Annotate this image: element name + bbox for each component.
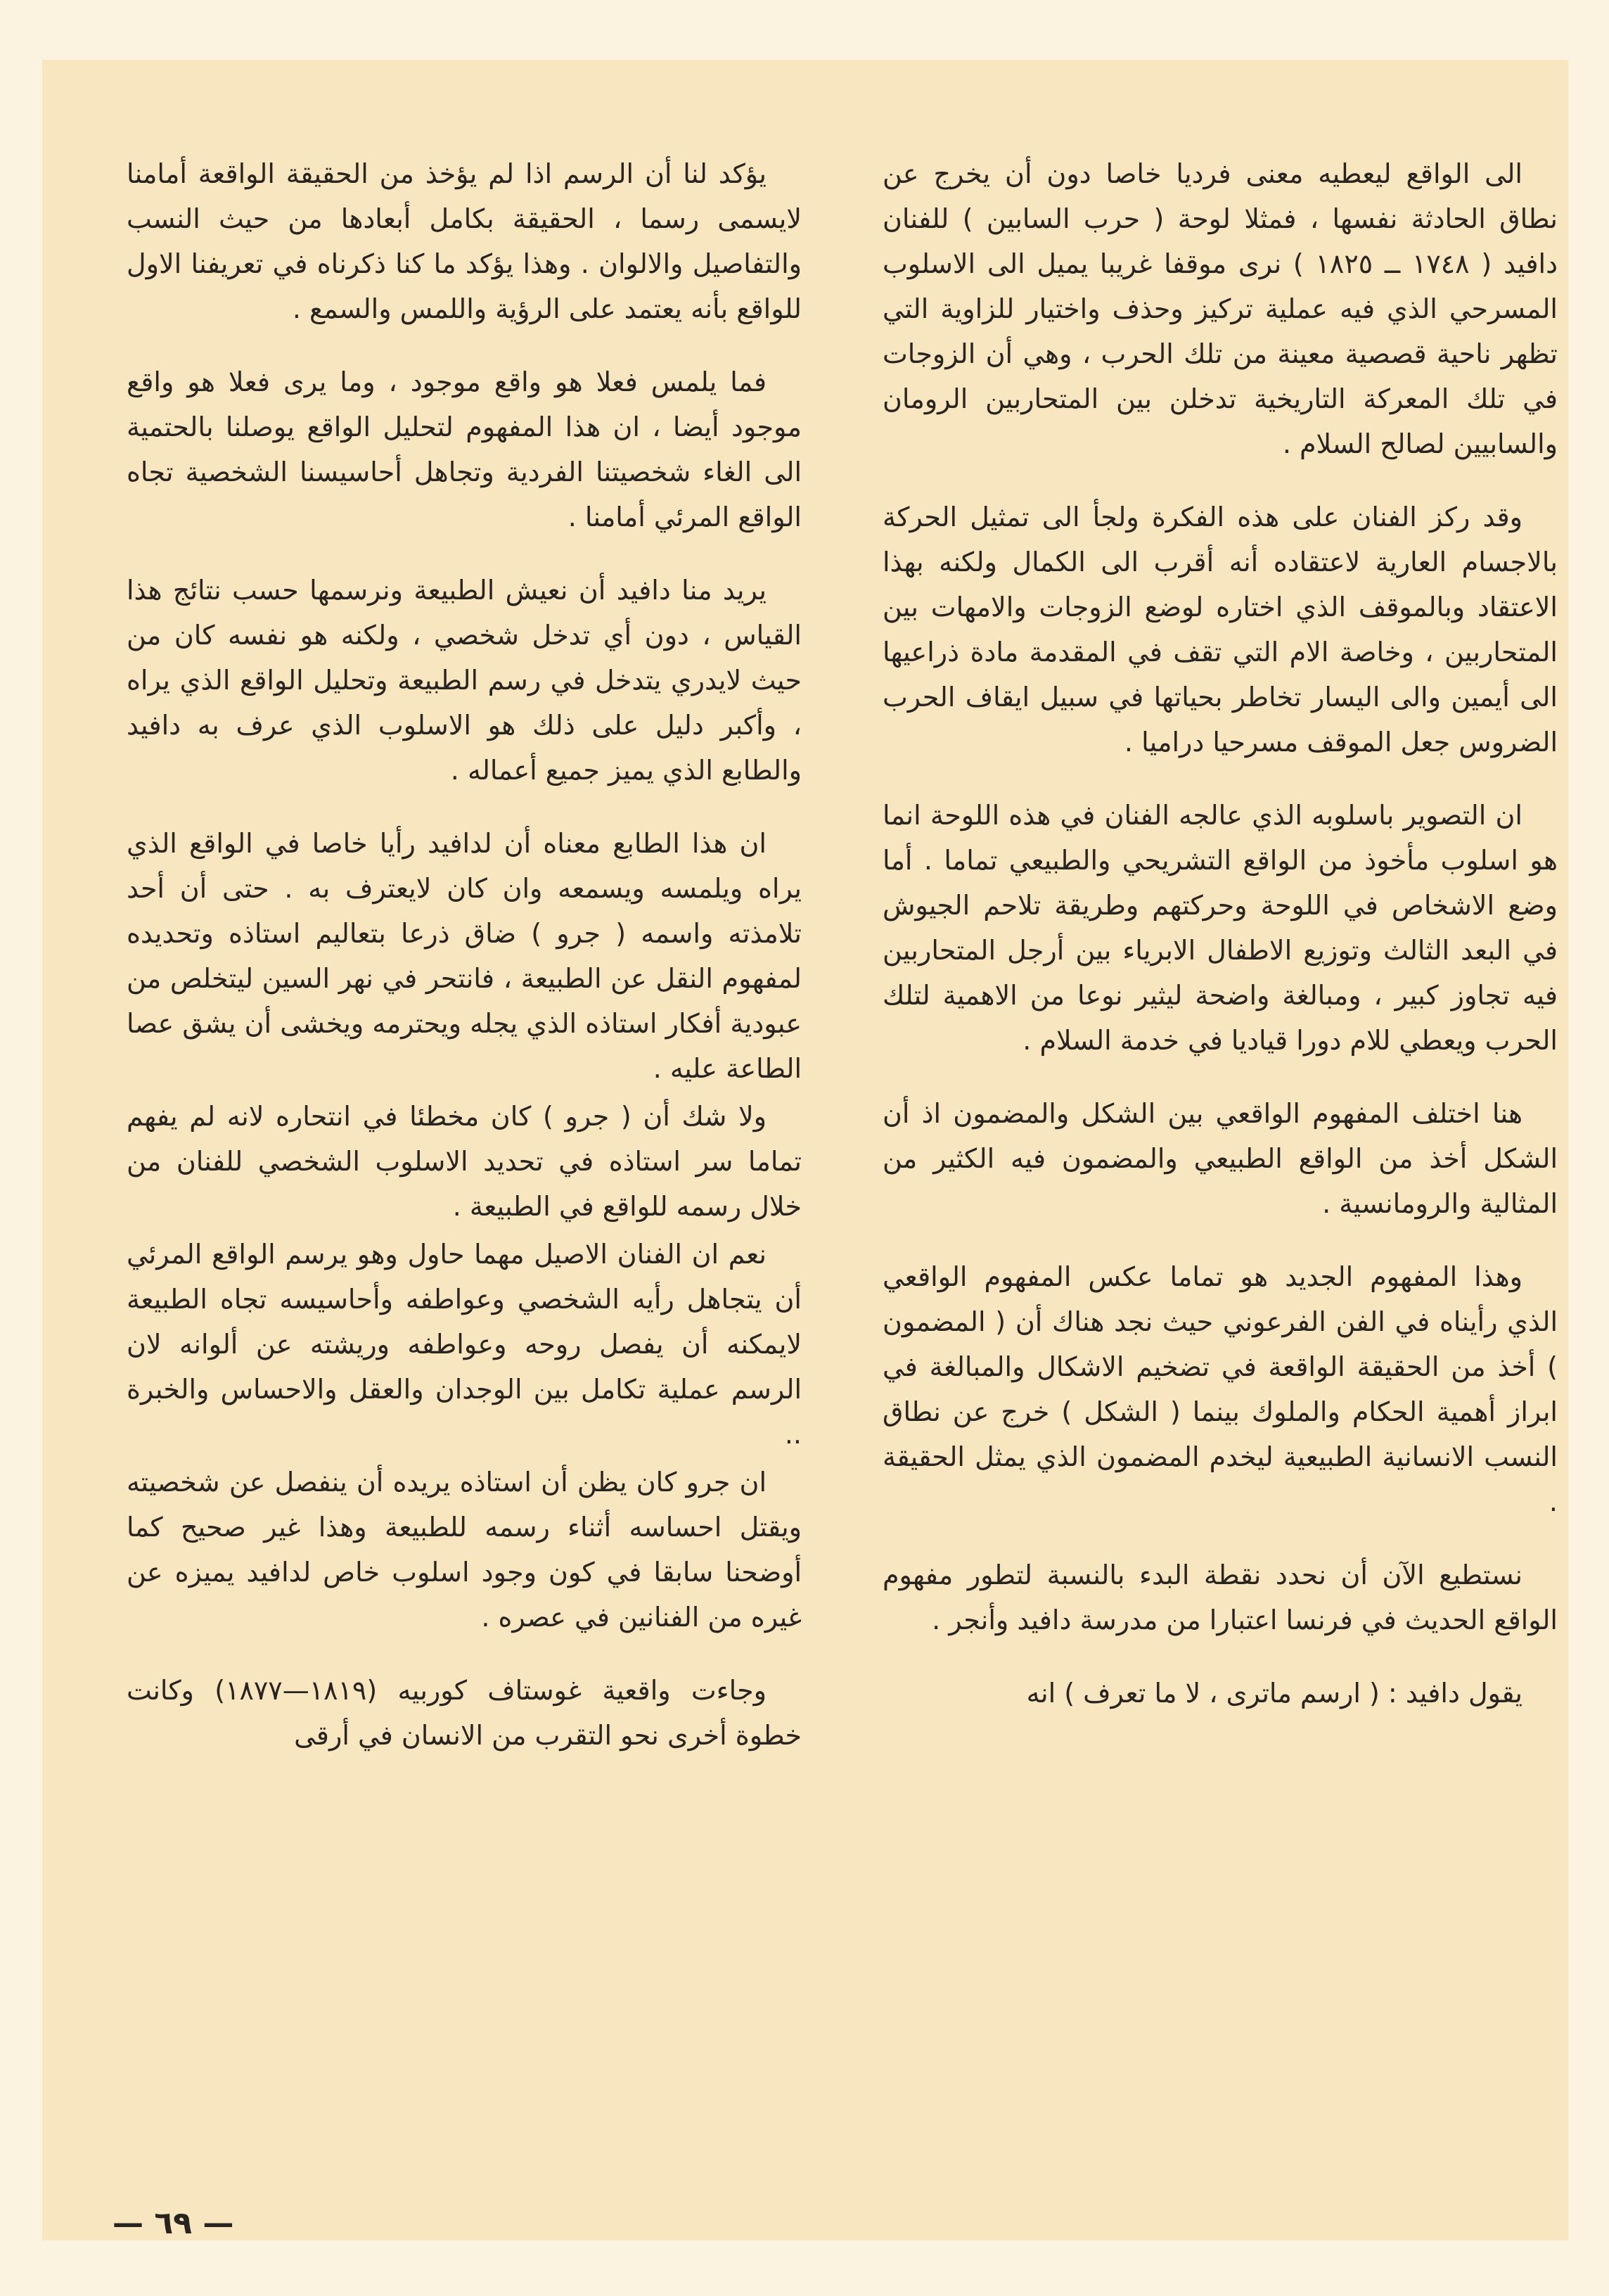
page-sheet — [42, 60, 1568, 2240]
paragraph: يقول دافيد : ( ارسم ماترى ، لا ما تعرف ) انه — [1026, 1678, 1523, 1709]
paragraph: نعم ان الفنان الاصيل مهما حاول وهو يرسم الواقع المرئي أن يتجاهل رأيه الشخصي وعواطفه وأحاسيسه تجاه الطبيعة لايمكنه أن يفصل روحه وعواطفه وريشته عن ألوانه لان الرسم عملية تكامل بين الوجدان والعقل والاحساس والخبرة .. — [127, 1239, 802, 1450]
left-text-column — [127, 151, 802, 1786]
paragraph: هنا اختلف المفهوم الواقعي بين الشكل والمضمون اذ أن الشكل أخذ من الواقع الطبيعي والمضمون فيه الكثير من المثالية والرومانسية . — [883, 1098, 1558, 1219]
paragraph: يؤكد لنا أن الرسم اذا لم يؤخذ من الحقيقة الواقعة أمامنا لايسمى رسما ، الحقيقة بكامل أبعادها من حيث النسب والتفاصيل والالوان . وهذا يؤكد ما كنا ذكرناه في تعريفنا الاول للواقع بأنه يعتمد على الرؤية واللمس والسمع . — [127, 158, 802, 324]
paragraph: وجاءت واقعية غوستاف كوربيه (١٨١٩—١٨٧٧) وكانت خطوة أخرى نحو التقرب من الانسان في أرقى — [127, 1675, 802, 1751]
paragraph: الى الواقع ليعطيه معنى فرديا خاصا دون أن يخرج عن نطاق الحادثة نفسها ، فمثلا لوحة ( حرب السابين ) للفنان دافيد ( ١٧٤٨ ــ ١٨٢٥ ) نرى موقفا غريبا يميل الى الاسلوب المسرحي الذي فيه عملية تركيز وحذف واختيار للزاوية التي تظهر ناحية قصصية معينة من تلك الحرب ، وهي أن الزوجات في تلك المعركة التاريخية تدخلن بين المتحاربين الرومان والسابيين لصالح السلام . — [883, 158, 1558, 459]
page-number: — ٦٩ — — [113, 2205, 234, 2241]
paragraph: ان جرو كان يظن أن استاذه يريده أن ينفصل عن شخصيته ويقتل احساسه أثناء رسمه للطبيعة وهذا غير صحيح كما أوضحنا سابقا في كون وجود اسلوب خاص لدافيد يميزه عن غيره من الفنانين في عصره . — [127, 1467, 802, 1633]
paragraph: يريد منا دافيد أن نعيش الطبيعة ونرسمها حسب نتائج هذا القياس ، دون أي تدخل شخصي ، ولكنه هو نفسه كان من حيث لايدري يتدخل في رسم الطبيعة وتحليل الواقع الذي يراه ، وأكبر دليل على ذلك هو الاسلوب الذي عرف به دافيد والطابع الذي يميز جميع أعماله . — [127, 575, 802, 786]
paragraph: نستطيع الآن أن نحدد نقطة البدء بالنسبة لتطور مفهوم الواقع الحديث في فرنسا اعتبارا من مدرسة دافيد وأنجر . — [883, 1560, 1558, 1635]
paragraph: ان التصوير باسلوبه الذي عالجه الفنان في هذه اللوحة انما هو اسلوب مأخوذ من الواقع التشريحي والطبيعي تماما . أما وضع الاشخاص في اللوحة وحركتهم وطريقة تلاحم الجيوش في البعد الثالث وتوزيع الاطفال الابرياء بين أرجل المتحاربين فيه تجاوز كبير ، ومبالغة واضحة ليثير نوعا من الاهمية لتلك الحرب ويعطي للام دورا قياديا في خدمة السلام . — [883, 800, 1558, 1056]
paragraph: ان هذا الطابع معناه أن لدافيد رأيا خاصا في الواقع الذي يراه ويلمسه ويسمعه وان كان لايعترف به . حتى أن أحد تلامذته واسمه ( جرو ) ضاق ذرعا بتعاليم استاذه وتحديده لمفهوم النقل عن الطبيعة ، فانتحر في نهر السين ليتخلص من عبودية أفكار استاذه الذي يجله ويحترمه ويخشى أن يشق عصا الطاعة عليه . — [127, 828, 802, 1084]
paragraph: وهذا المفهوم الجديد هو تماما عكس المفهوم الواقعي الذي رأيناه في الفن الفرعوني حيث نجد هناك أن ( المضمون ) أخذ من الحقيقة الواقعة في تضخيم الاشكال والمبالغة في ابراز أهمية الحكام والملوك بينما ( الشكل ) خرج عن نطاق النسب الانسانية الطبيعية ليخدم المضمون الذي يمثل الحقيقة . — [883, 1261, 1558, 1517]
paragraph: وقد ركز الفنان على هذه الفكرة ولجأ الى تمثيل الحركة بالاجسام العارية لاعتقاده أنه أقرب الى الكمال ولكنه بهذا الاعتقاد وبالموقف الذي اختاره لوضع الزوجات والامهات بين المتحاربين ، وخاصة الام التي تقف في المقدمة مادة ذراعيها الى أيمين والى اليسار تخاطر بحياتها في سبيل ايقاف الحرب الضروس جعل الموقف مسرحيا دراميا . — [883, 502, 1558, 758]
paragraph: ولا شك أن ( جرو ) كان مخطئا في انتحاره لانه لم يفهم تماما سر استاذه في تحديد الاسلوب الشخصي للفنان من خلال رسمه للواقع في الطبيعة . — [127, 1101, 802, 1222]
right-text-column — [883, 151, 1558, 1744]
paragraph: فما يلمس فعلا هو واقع موجود ، وما يرى فعلا هو واقع موجود أيضا ، ان هذا المفهوم لتحليل الواقع يوصلنا بالحتمية الى الغاء شخصيتنا الفردية وتجاهل أحاسيسنا الشخصية تجاه الواقع المرئي أمامنا . — [127, 366, 802, 532]
